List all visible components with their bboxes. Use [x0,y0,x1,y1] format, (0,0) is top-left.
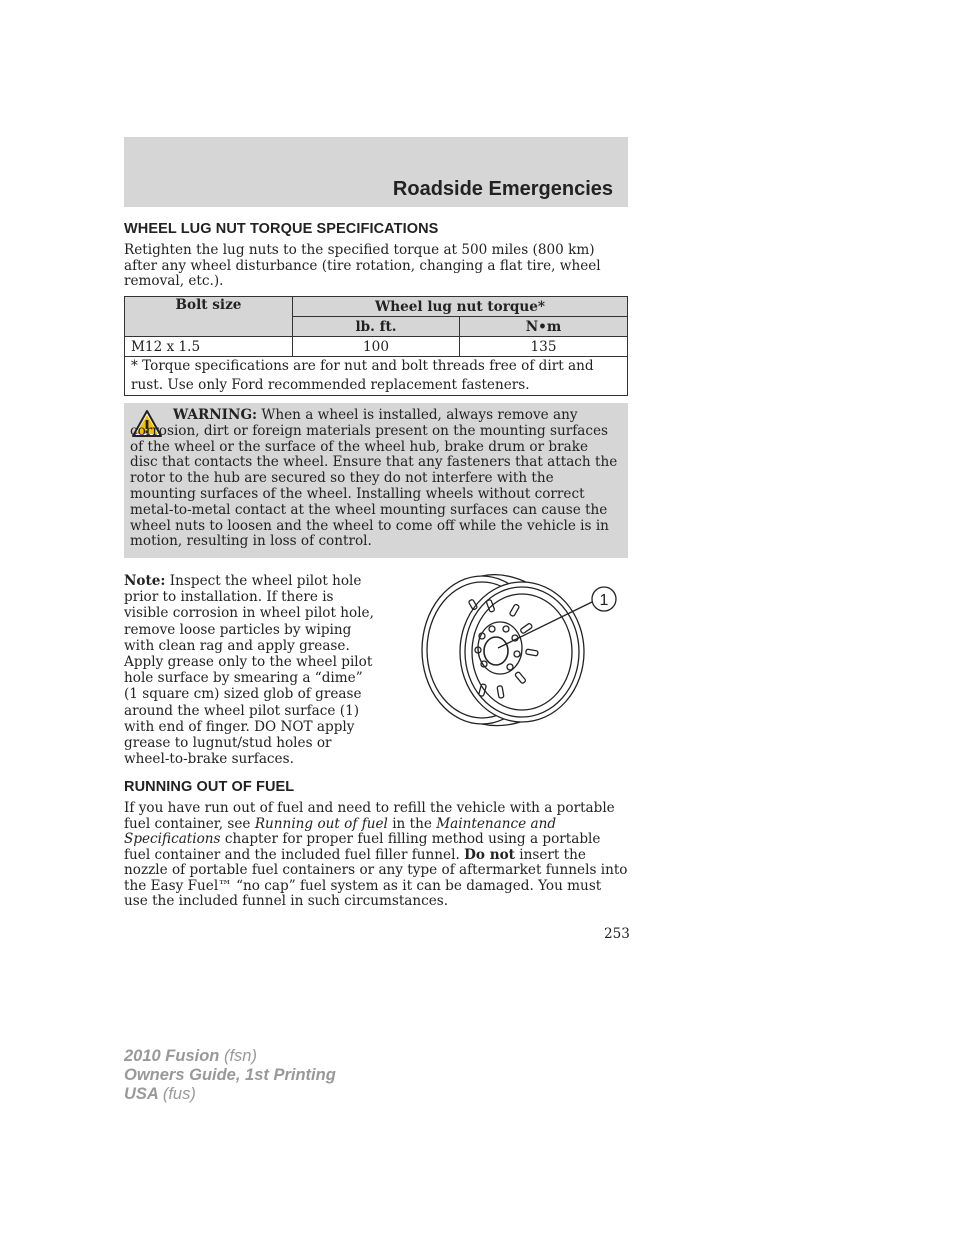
footer-market: USA [124,1085,159,1103]
fuel-text-part: chapter for proper fuel filling method using a portable fuel container and the included fuel filler funnel. [124,831,601,863]
footer-printing: Owners Guide, 1st Printing [124,1066,336,1084]
footer-model-code: (fsn) [223,1047,257,1065]
cell-nm: 135 [460,337,628,357]
fuel-text-part: If you have run out of fuel and need to refill the vehicle with a portable fuel container, see [124,800,615,832]
footer-model: 2010 Fusion [124,1047,220,1065]
callout-number: 1 [599,592,609,609]
cell-bolt: M12 x 1.5 [125,337,293,357]
page-number: 253 [604,926,630,942]
table-row [125,337,628,357]
note-text [124,573,380,767]
fuel-text [124,801,628,910]
col-bolt-size: Bolt size [125,297,293,337]
warning-box [124,403,628,558]
section-title: Roadside Emergencies [392,178,613,200]
torque-table [124,296,628,396]
lug-nut-intro: Retighten the lug nuts to the specified torque at 500 miles (800 km) after any wheel disturbance (tire rotation, changing a flat tire, wheel removal, etc.). [124,242,601,289]
warning-text [130,408,618,550]
footer-market-code: (fus) [162,1085,196,1103]
fuel-ref-running-out: Running out of fuel [254,815,388,832]
lug-nut-heading: WHEEL LUG NUT TORQUE SPECIFICATIONS [124,221,439,237]
warning-label: WARNING: [173,407,258,423]
fuel-ref-maintenance: Maintenance and Specifications [124,815,557,847]
fuel-text-part: in the [387,815,437,832]
fuel-do-not: Do not [464,846,515,863]
fuel-text-part: insert the nozzle of portable fuel containers or any type of aftermarket funnels into the Easy Fuel™ “no cap” fuel system as it can be damaged. You must use the included funnel in such circumstances. [124,846,628,909]
fuel-heading: RUNNING OUT OF FUEL [124,779,295,795]
table-footnote: * Torque specifications are for nut and bolt threads free of dirt and rust. Use only Ford recommended replacement fasteners. [125,357,628,396]
col-lbft: lb. ft. [293,317,460,337]
warning-body: When a wheel is installed, always remove any corrosion, dirt or foreign materials present on the mounting surfaces of the wheel or the surface of the wheel hub, brake drum or brake disc that contacts the wheel. Ensure that any fasteners that attach the rotor to the hub are secured so they do not interfere with the mounting surfaces of the wheel. Installing wheels without correct metal-to-metal contact at the wheel mounting surfaces can cause the wheel nuts to loosen and the wheel to come off while the vehicle is in motion, resulting in loss of control. [130,407,618,550]
cell-lbft: 100 [293,337,460,357]
note-label: Note: [124,573,166,589]
section-header-band [124,137,628,207]
col-torque: Wheel lug nut torque* [293,297,628,317]
col-nm: N•m [460,317,628,337]
note-body: Inspect the wheel pilot hole prior to installation. If there is visible corrosion in wheel pilot hole, remove loose particles by wiping with clean rag and apply grease. Apply grease only to the wheel pilot hole surface by smearing a “dime” (1 square cm) sized glob of grease around the wheel pilot surface (1) with end of finger. DO NOT apply grease to lugnut/stud holes or wheel-to-brake surfaces. [124,573,374,768]
print-footer [124,1047,336,1104]
wheel-illustration [420,574,626,730]
